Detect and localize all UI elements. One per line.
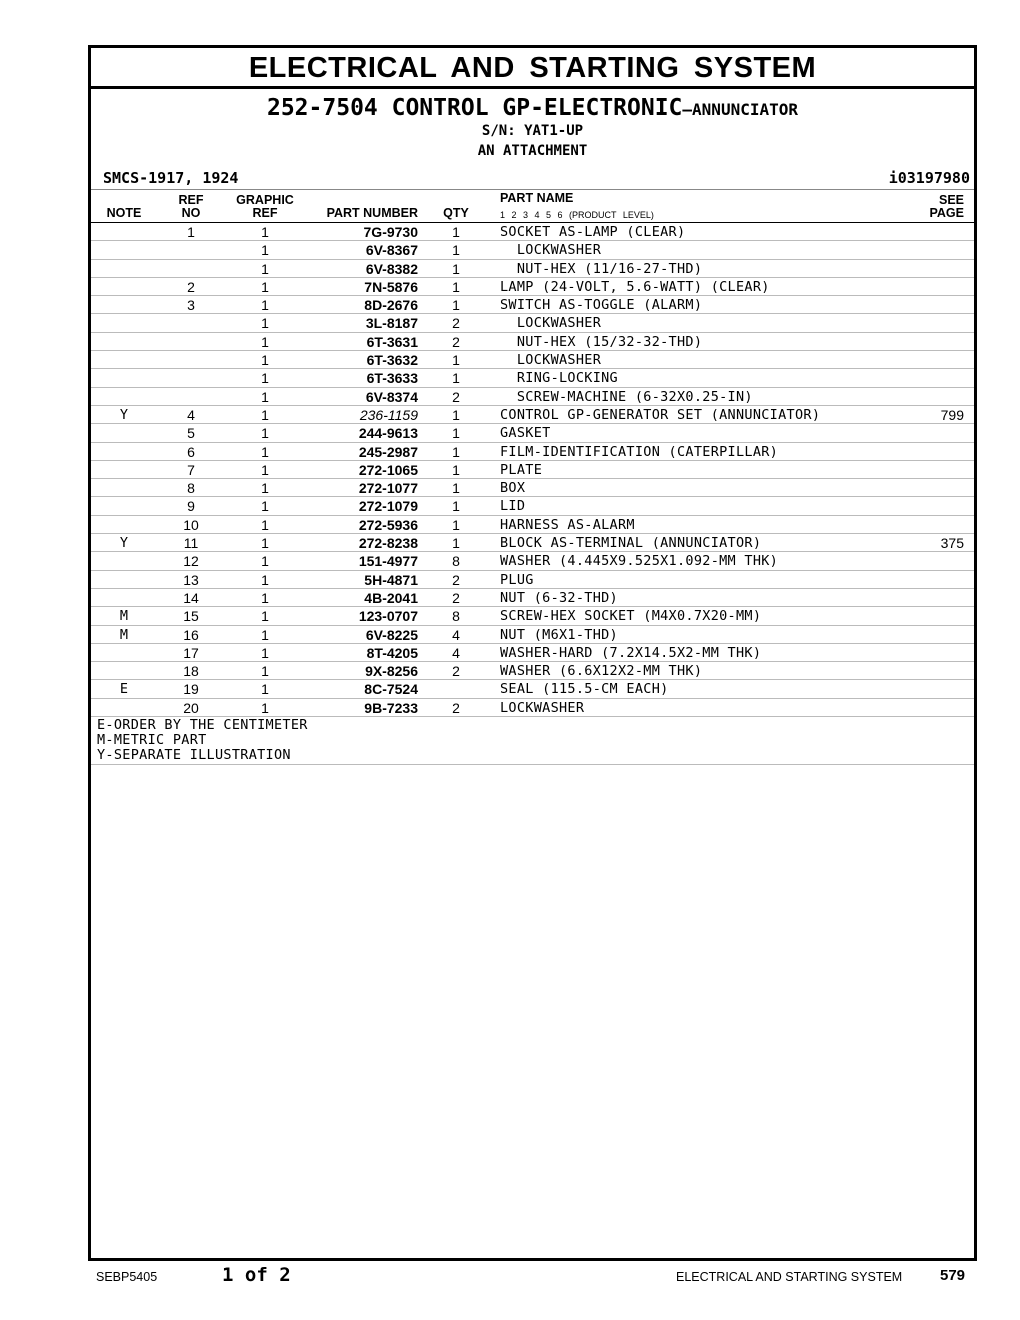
- row-part-name: LOCKWASHER: [500, 352, 602, 369]
- row-part-name: FILM-IDENTIFICATION (CATERPILLAR): [500, 443, 779, 460]
- row-note: E: [119, 681, 129, 698]
- row-part-number: 6V-8367: [365, 242, 418, 259]
- table-row: [91, 241, 974, 259]
- footer-section: ELECTRICAL AND STARTING SYSTEM: [676, 1270, 903, 1284]
- row-part-number: 7N-5876: [364, 278, 418, 295]
- row-graphic-ref: 1: [261, 315, 269, 332]
- col-ref-bottom: NO: [181, 206, 201, 220]
- group-title-suffix: —ANNUNCIATOR: [682, 100, 798, 119]
- row-graphic-ref: 1: [261, 224, 269, 240]
- group-title: [91, 95, 974, 121]
- row-qty: 1: [452, 443, 460, 460]
- table-row: [91, 351, 974, 369]
- row-part-name: SCREW-HEX SOCKET (M4X0.7X20-MM): [500, 608, 762, 625]
- parts-table-body: [91, 223, 974, 717]
- col-part-number: PART NUMBER: [326, 206, 418, 220]
- row-graphic-ref: 1: [261, 663, 269, 680]
- col-note: NOTE: [106, 206, 142, 220]
- row-part-name: LOCKWASHER: [500, 315, 602, 332]
- row-qty: 1: [452, 480, 460, 497]
- row-graphic-ref: 1: [261, 370, 269, 387]
- row-ref-no: 7: [187, 461, 195, 478]
- table-row: [91, 424, 974, 442]
- row-qty: 2: [452, 589, 460, 606]
- col-see-top: SEE: [938, 193, 964, 207]
- row-qty: 1: [452, 242, 460, 259]
- row-qty: 1: [452, 425, 460, 442]
- table-row: [91, 552, 974, 570]
- row-qty: 1: [452, 535, 460, 552]
- table-row: [91, 443, 974, 461]
- col-graphic-bottom: REF: [252, 206, 278, 220]
- row-part-name: SOCKET AS-LAMP (CLEAR): [500, 224, 686, 240]
- row-ref-no: 13: [183, 571, 199, 588]
- row-part-number: 245-2987: [358, 443, 418, 460]
- row-part-name: SWITCH AS-TOGGLE (ALARM): [500, 297, 703, 314]
- row-see-page: 375: [940, 535, 964, 552]
- table-row: [91, 278, 974, 296]
- row-qty: 1: [452, 297, 460, 314]
- row-graphic-ref: 1: [261, 644, 269, 661]
- row-graphic-ref: 1: [261, 260, 269, 277]
- row-ref-no: 6: [187, 443, 195, 460]
- table-row: [91, 223, 974, 241]
- row-part-number: 6T-3633: [366, 370, 418, 387]
- row-ref-no: 8: [187, 480, 195, 497]
- row-graphic-ref: 1: [261, 571, 269, 588]
- row-ref-no: 17: [183, 644, 199, 661]
- attachment-label: AN ATTACHMENT: [477, 143, 588, 159]
- row-qty: 1: [452, 224, 460, 240]
- row-part-name: LOCKWASHER: [500, 699, 585, 716]
- row-ref-no: 15: [183, 608, 199, 625]
- row-ref-no: 18: [183, 663, 199, 680]
- row-ref-no: 10: [183, 516, 199, 533]
- table-row: [91, 571, 974, 589]
- table-row: [91, 607, 974, 625]
- row-graphic-ref: 1: [261, 242, 269, 259]
- row-note: Y: [119, 535, 129, 552]
- table-row: [91, 626, 974, 644]
- row-part-name: CONTROL GP-GENERATOR SET (ANNUNCIATOR): [500, 406, 821, 423]
- row-part-number: 9X-8256: [365, 663, 418, 680]
- table-row: [91, 406, 974, 424]
- row-graphic-ref: 1: [261, 352, 269, 369]
- row-part-number: 3L-8187: [365, 315, 418, 332]
- row-part-number: 6V-8225: [365, 626, 418, 643]
- document-id: i03197980: [888, 169, 970, 187]
- table-row: [91, 333, 974, 351]
- row-qty: 1: [452, 498, 460, 515]
- table-row: [91, 699, 974, 717]
- row-part-name: BLOCK AS-TERMINAL (ANNUNCIATOR): [500, 535, 762, 552]
- page-footer: [0, 1264, 1020, 1288]
- table-row: [91, 260, 974, 278]
- row-graphic-ref: 1: [261, 443, 269, 460]
- row-qty: 2: [452, 699, 460, 716]
- table-row: [91, 388, 974, 406]
- row-part-name: WASHER-HARD (7.2X14.5X2-MM THK): [500, 644, 762, 661]
- row-part-name: WASHER (6.6X12X2-MM THK): [500, 663, 703, 680]
- col-part-name: PART NAME: [500, 191, 574, 205]
- row-part-name: NUT (M6X1-THD): [500, 626, 618, 643]
- table-row: [91, 296, 974, 314]
- row-graphic-ref: 1: [261, 480, 269, 497]
- row-ref-no: 14: [183, 589, 199, 606]
- row-part-number: 6T-3632: [366, 352, 418, 369]
- row-graphic-ref: 1: [261, 333, 269, 350]
- row-graphic-ref: 1: [261, 297, 269, 314]
- row-part-number: 236-1159: [359, 406, 418, 423]
- row-ref-no: 12: [183, 553, 199, 570]
- row-graphic-ref: 1: [261, 498, 269, 515]
- row-part-number: 5H-4871: [364, 571, 418, 588]
- row-part-name: WASHER (4.445X9.525X1.092-MM THK): [500, 553, 779, 570]
- row-see-page: 799: [940, 406, 964, 423]
- row-part-number: 8T-4205: [366, 644, 418, 661]
- row-part-name: SEAL (115.5-CM EACH): [500, 681, 669, 698]
- row-ref-no: 1: [187, 224, 195, 240]
- row-graphic-ref: 1: [261, 699, 269, 716]
- row-ref-no: 9: [187, 498, 195, 515]
- row-part-number: 272-1077: [358, 480, 418, 497]
- table-row: [91, 644, 974, 662]
- table-row: [91, 534, 974, 552]
- row-part-number: 272-8238: [358, 535, 418, 552]
- row-part-number: 6T-3631: [366, 333, 418, 350]
- row-part-number: 272-1079: [358, 498, 418, 515]
- row-qty: 4: [452, 644, 460, 661]
- table-row: [91, 516, 974, 534]
- table-row: [91, 589, 974, 607]
- row-part-number: 272-1065: [358, 461, 418, 478]
- parts-page-frame: [88, 45, 977, 1261]
- note-m: M-METRIC PART: [97, 732, 207, 749]
- table-row: [91, 479, 974, 497]
- row-note: M: [119, 626, 129, 643]
- table-header: [91, 190, 974, 223]
- row-ref-no: 16: [183, 626, 199, 643]
- row-ref-no: 4: [187, 406, 195, 423]
- table-row: [91, 680, 974, 698]
- footer-page-number: 579: [940, 1267, 966, 1284]
- col-see-bottom: PAGE: [929, 206, 964, 220]
- row-part-name: LOCKWASHER: [500, 242, 602, 259]
- row-qty: 2: [452, 571, 460, 588]
- row-part-number: 8D-2676: [364, 297, 418, 314]
- table-row: [91, 662, 974, 680]
- row-graphic-ref: 1: [261, 278, 269, 295]
- row-qty: 1: [452, 516, 460, 533]
- row-graphic-ref: 1: [261, 626, 269, 643]
- row-ref-no: 11: [183, 535, 199, 552]
- row-part-name: LAMP (24-VOLT, 5.6-WATT) (CLEAR): [500, 278, 770, 295]
- row-part-number: 151-4977: [358, 553, 418, 570]
- row-part-name: BOX: [500, 480, 526, 497]
- table-row: [91, 461, 974, 479]
- row-ref-no: 5: [187, 425, 195, 442]
- smcs-codes: SMCS-1917, 1924: [103, 169, 239, 187]
- row-qty: 1: [452, 352, 460, 369]
- row-graphic-ref: 1: [261, 681, 269, 698]
- note-e: E-ORDER BY THE CENTIMETER: [97, 717, 308, 734]
- row-ref-no: 3: [187, 297, 195, 314]
- row-part-number: 7G-9730: [363, 224, 418, 240]
- col-ref-top: REF: [178, 193, 204, 207]
- table-row: [91, 369, 974, 387]
- row-qty: 1: [452, 278, 460, 295]
- row-part-name: NUT-HEX (15/32-32-THD): [500, 333, 703, 350]
- col-graphic-top: GRAPHIC: [236, 193, 294, 207]
- row-qty: 2: [452, 663, 460, 680]
- row-qty: 8: [452, 608, 460, 625]
- row-part-name: PLATE: [500, 461, 543, 478]
- row-graphic-ref: 1: [261, 461, 269, 478]
- row-part-number: 6V-8374: [365, 388, 418, 405]
- row-qty: 2: [452, 315, 460, 332]
- table-row: [91, 497, 974, 515]
- row-part-name: GASKET: [500, 425, 551, 442]
- row-graphic-ref: 1: [261, 608, 269, 625]
- row-qty: 1: [452, 461, 460, 478]
- row-part-number: 272-5936: [358, 516, 418, 533]
- row-qty: 1: [452, 406, 460, 423]
- row-ref-no: 20: [183, 699, 199, 716]
- row-part-name: SCREW-MACHINE (6-32X0.25-IN): [500, 388, 753, 405]
- row-part-name: HARNESS AS-ALARM: [500, 516, 635, 533]
- row-qty: 1: [452, 260, 460, 277]
- row-part-number: 8C-7524: [364, 681, 418, 698]
- row-part-number: 123-0707: [358, 608, 418, 625]
- row-part-name: LID: [500, 498, 526, 515]
- footer-page-of: 1 of 2: [222, 1264, 291, 1286]
- row-graphic-ref: 1: [261, 535, 269, 552]
- row-part-number: 6V-8382: [365, 260, 418, 277]
- serial-number: S/N: YAT1-UP: [481, 123, 584, 139]
- row-qty: 2: [452, 333, 460, 350]
- row-note: M: [119, 608, 129, 625]
- row-graphic-ref: 1: [261, 406, 269, 423]
- row-part-name: RING-LOCKING: [500, 370, 618, 387]
- row-qty: 4: [452, 626, 460, 643]
- col-qty: QTY: [443, 206, 469, 220]
- smcs-row: [91, 167, 974, 190]
- page-title: ELECTRICAL AND STARTING SYSTEM: [91, 48, 974, 89]
- row-qty: 8: [452, 553, 460, 570]
- row-note: Y: [119, 406, 129, 423]
- footer-doc-number: SEBP5405: [96, 1270, 158, 1284]
- group-title-main: 252-7504 CONTROL GP-ELECTRONIC: [266, 95, 683, 121]
- note-y: Y-SEPARATE ILLUSTRATION: [97, 747, 291, 764]
- row-qty: 2: [452, 388, 460, 405]
- row-part-name: PLUG: [500, 571, 534, 588]
- row-qty: 1: [452, 370, 460, 387]
- col-product-levels: 1 2 3 4 5 6 (PRODUCT LEVEL): [500, 210, 654, 220]
- row-graphic-ref: 1: [261, 516, 269, 533]
- row-part-number: 244-9613: [358, 425, 418, 442]
- row-graphic-ref: 1: [261, 388, 269, 405]
- row-part-name: NUT (6-32-THD): [500, 589, 618, 606]
- row-part-number: 9B-7233: [364, 699, 418, 716]
- notes-legend: [91, 717, 974, 765]
- row-ref-no: 19: [183, 681, 199, 698]
- row-ref-no: 2: [187, 278, 195, 295]
- row-graphic-ref: 1: [261, 589, 269, 606]
- row-part-name: NUT-HEX (11/16-27-THD): [500, 260, 703, 277]
- row-part-number: 4B-2041: [364, 589, 418, 606]
- row-graphic-ref: 1: [261, 425, 269, 442]
- row-graphic-ref: 1: [261, 553, 269, 570]
- table-row: [91, 314, 974, 332]
